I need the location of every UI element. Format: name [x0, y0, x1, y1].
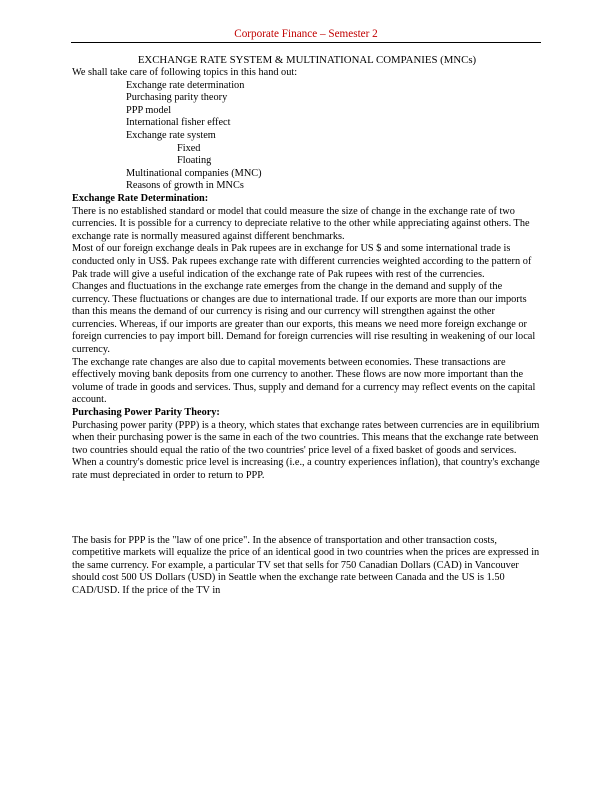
document-body	[72, 54, 542, 598]
page-header: Corporate Finance – Semester 2	[234, 28, 378, 40]
topic-item: PPP model	[126, 104, 172, 116]
paragraph: There is no established standard or model that could measure the size of change in the exchange rate of two currencies. It is possible for a currency to depreciate relative to the other while appreciating against others. The exchange rate is normally measured against different benchmarks.	[72, 205, 530, 242]
topic-item: Multinational companies (MNC)	[126, 167, 262, 179]
topic-item: International fisher effect	[126, 117, 231, 129]
paragraph: Most of our foreign exchange deals in Pak rupees are in exchange for US $ and some international trade is conducted only in US$. Pak rupees exchange rate with different currencies weighted according to the pattern of Pak trade will give a useful indication of the exchange rate of Pak rupees with rest of the currencies.	[72, 243, 532, 280]
paragraph: Changes and fluctuations in the exchange rate emerges from the change in the demand and supply of the currency. These fluctuations or changes are due to international trade. If our exports are more than our imports than this means the demand of our currency is rising and our currency will strengthen against the other currencies. Whereas, if our imports are greater than our exports, this means we need more foreign exchange or foreign currencies to pay import bill. Demand for foreign currencies will rise resulting in weakening of our local currency.	[72, 281, 536, 356]
section-heading-exchange-rate: Exchange Rate Determination:	[72, 192, 209, 204]
header-rule	[71, 42, 541, 43]
blank-space	[72, 483, 542, 535]
intro-text: We shall take care of following topics in this hand out:	[72, 67, 298, 78]
topic-item: Exchange rate system	[126, 129, 216, 141]
paragraph: Purchasing power parity (PPP) is a theory, which states that exchange rates between currencies are in equilibrium when their purchasing power is the same in each of the two countries. This means that the exchange rate between two countries should equal the ratio of the two countries' price level of a fixed basket of goods and services. When a country's domestic price level is increasing (i.e., a country experiences inflation), that country's exchange rate must depreciated in order to return to PPP.	[72, 419, 540, 481]
topic-list	[72, 80, 542, 193]
document-title: EXCHANGE RATE SYSTEM & MULTINATIONAL COMPANIES (MNCs)	[137, 54, 477, 66]
paragraph: The basis for PPP is the "law of one price". In the absence of transportation and other transaction costs, competitive markets will equalize the price of an identical good in two countries when the prices are expressed in the same currency. For example, a particular TV set that sells for 750 Canadian Dollars (CAD) in Vancouver should cost 500 US Dollars (USD) in Seattle when the exchange rate between Canada and the US is 1.50 CAD/USD. If the price of the TV in	[72, 534, 540, 596]
topic-subitem: Fixed	[177, 142, 201, 154]
topic-item: Reasons of growth in MNCs	[126, 180, 244, 192]
section-heading-ppp: Purchasing Power Parity Theory:	[72, 407, 220, 419]
topic-item: Purchasing parity theory	[126, 92, 228, 104]
topic-item: Exchange rate determination	[126, 79, 245, 91]
paragraph: The exchange rate changes are also due to capital movements between economies. These transactions are effectively moving bank deposits from one currency to another. These flows are now more important than the volume of trade in goods and services. Thus, supply and demand for a currency may reflect events on the capital account.	[72, 356, 536, 406]
topic-subitem: Floating	[177, 155, 212, 167]
